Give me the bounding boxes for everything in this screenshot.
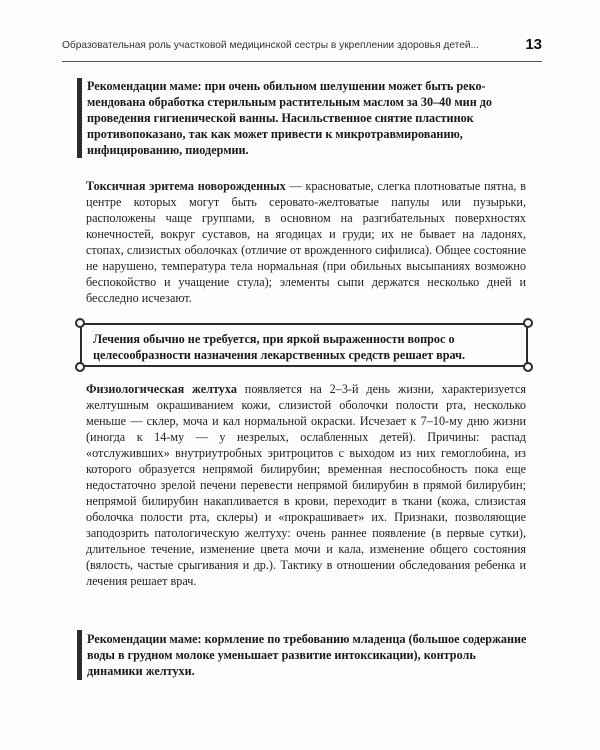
note-bar-top <box>77 78 82 158</box>
page-header <box>62 36 542 60</box>
treatment-note: Лечения обычно не требуется, при яркой выраженности вопрос о целесообразности назначения лекарственных средств решает врач. <box>93 332 466 362</box>
frame-corner-top-right <box>523 318 533 328</box>
toxic-erythema-text: — красноватые, слегка плотноватые пятна, в центре которых могут быть серовато-желтоватые папулы или пузырьки, расположены чаще группами, в основном на разгибательных поверхностях конечностей, вокруг суставов, на ягодицах и груди; их не бывает на ладонях, стопах, слизистых оболочках (отличие от врожденного сифилиса). Общее состояние не нарушено, температура тела нормальная (при обильных высыпаниях возможно беспокойство и учащение стула); элементы сыпи держатся несколько дней и бесследно исчезают. <box>86 179 526 305</box>
jaundice-term: Физиологическая желтуха <box>86 382 237 396</box>
frame-corner-bottom-right <box>523 362 533 372</box>
mother-recommendation-peeling: Рекомендации маме: при очень обильном шелушении может быть рекомендована обработка стерильным растительным маслом за 30–40 мин до проведения гигиенической ванны. Насильственное снятие пластинок противопоказано, так как может привести к микротравмированию, инфицированию, пиодермии. <box>87 79 493 157</box>
note-bar-bottom <box>77 630 82 680</box>
header-rule <box>62 61 542 62</box>
frame-corner-bottom-left <box>75 362 85 372</box>
jaundice-text: появляется на 2–3-й день жизни, характеризуется желтушным окрашиванием кожи, слизистой оболочки полости рта, несколько меньше — склер, моча и кал нормальной окраски. Исчезает к 7–10-му дню жизни (иногда к 14-му — у незрелых, ослабленных детей). Причины: распад «отслуживших» внутриутробных эритроцитов с выходом из них гемоглобина, из которого образуется непрямой билирубин; временная неспособность пока еще недостаточно зрелой печени перевести непрямой билирубин в прямой билирубин; непрямой билирубин накапливается в крови, переходит в ткани (кожа, слизистая оболочка полости рта, склеры) и «прокрашивает» их. Признаки, позволяющие заподозрить патологическую желтуху: очень раннее появление (в первые сутки), длительное течение, изменение цвета мочи и кала, изменение общего состояния (вялость, частые срыгивания и др.). Тактику в отношении обследования ребенка и лечения решает врач. <box>86 382 526 588</box>
jaundice-paragraph <box>86 381 526 589</box>
toxic-erythema-term: Токсичная эритема новорожденных <box>86 179 286 193</box>
page-number: 13 <box>525 36 542 53</box>
frame-corner-top-left <box>75 318 85 328</box>
running-title: Образовательная роль участковой медицинской сестры в укреплении здоровья детей... <box>62 40 480 51</box>
toxic-erythema-paragraph <box>86 178 526 306</box>
mother-recommendation-jaundice: Рекомендации маме: кормление по требованию младенца (большое содержание воды в грудном молоке уменьшает развитие интоксикации), контроль динамики желтухи. <box>87 632 527 678</box>
